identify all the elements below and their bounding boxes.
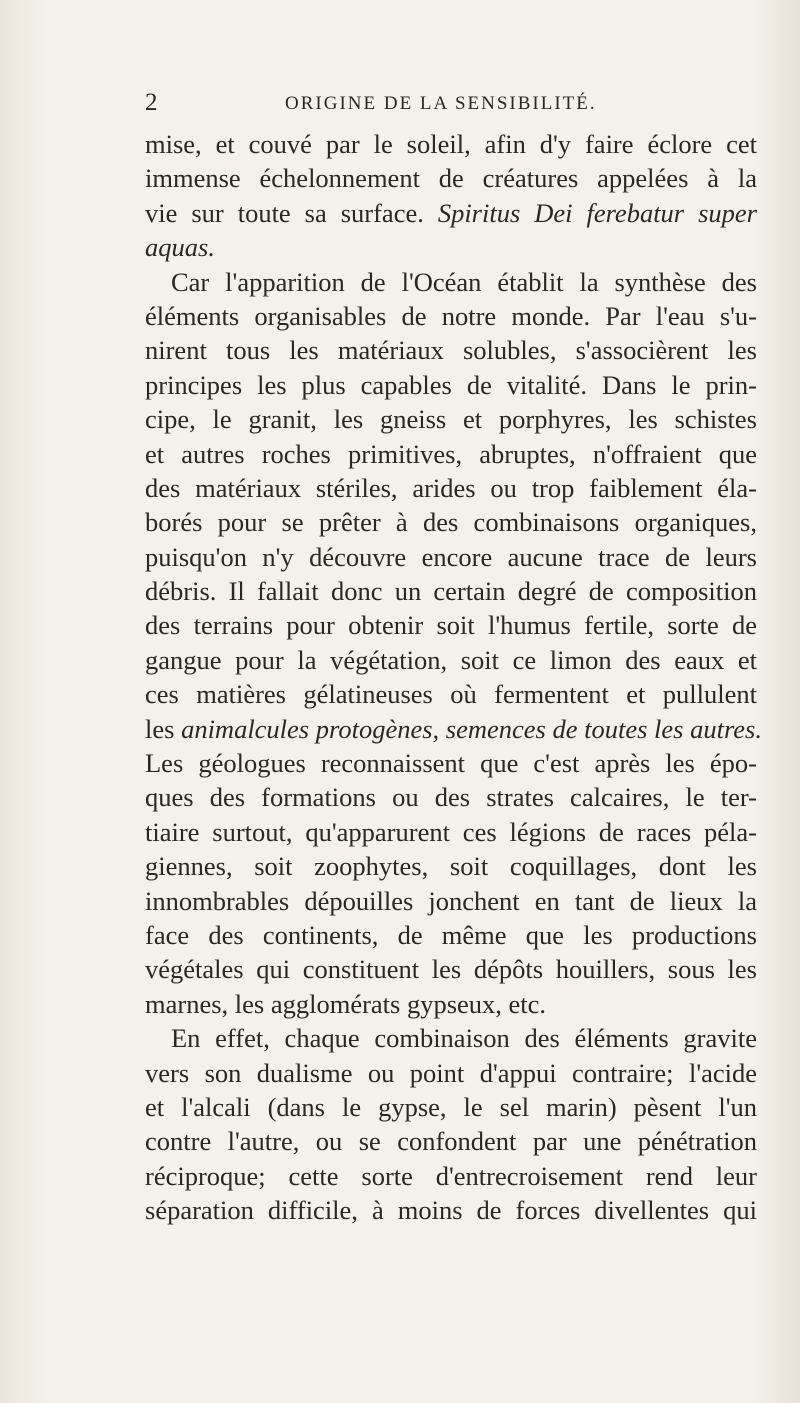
- text-line: mise, et couvé par le soleil, afin d'y faire éclore cet: [145, 129, 757, 159]
- text-line: contre l'autre, ou se confondent par une pénétration: [145, 1126, 757, 1157]
- text-line: innombrables dépouilles jonchent en tant de lieux la: [145, 885, 757, 916]
- text-line: débris. Il fallait donc un certain degré de composition: [145, 576, 757, 607]
- paragraph-start: En effet, chaque combinaison des éléments gravite: [171, 1023, 757, 1054]
- text-line: marnes, les agglomérats gypseux, etc.: [145, 988, 547, 1019]
- paragraph-start: Car l'apparition de l'Océan établit la synthèse des: [171, 266, 757, 297]
- text-run: vie sur toute sa surface.: [145, 197, 438, 228]
- text-line: des matériaux stériles, arides ou trop faiblement éla-: [145, 472, 757, 503]
- latin-quote: aquas.: [145, 232, 215, 263]
- text-line: cipe, le granit, les gneiss et porphyres, les schistes: [145, 404, 757, 435]
- text-line: gangue pour la végétation, soit ce limon des eaux et: [145, 644, 757, 675]
- text-line: vers son dualisme ou point d'appui contraire; l'acide: [145, 1057, 757, 1088]
- text-line: ces matières gélatineuses où fermentent et pullulent: [145, 679, 757, 710]
- running-title: ORIGINE DE LA SENSIBILITÉ.: [285, 93, 597, 114]
- latin-quote: Spiritus Dei ferebatur super: [437, 197, 757, 228]
- text-line: et l'alcali (dans le gypse, le sel marin) pèsent l'un: [145, 1091, 757, 1122]
- text-line: [145, 230, 757, 264]
- text-line: giennes, soit zoophytes, soit coquillages, dont les: [145, 851, 757, 882]
- text-line: éléments organisables de notre monde. Par l'eau s'u-: [145, 300, 757, 331]
- text-line: Les géologues reconnaissent que c'est après les épo-: [145, 748, 757, 779]
- text-line: séparation difficile, à moins de forces divellentes qui: [145, 1195, 757, 1226]
- page-header: [145, 88, 755, 118]
- page-number: 2: [145, 89, 158, 116]
- text-line: principes les plus capables de vitalité. Dans le prin-: [145, 369, 757, 400]
- text-line: réciproque; cette sorte d'entrecroisement rend leur: [145, 1160, 757, 1191]
- text-line: [145, 712, 762, 746]
- italic-phrase: animalcules protogènes, semences de toutes les autres.: [181, 713, 762, 744]
- text-line: nirent tous les matériaux solubles, s'associèrent les: [145, 335, 757, 366]
- text-line: face des continents, de même que les productions: [145, 919, 757, 950]
- text-line: végétales qui constituent les dépôts houillers, sous les: [145, 954, 757, 985]
- text-line: et autres roches primitives, abruptes, n'offraient que: [145, 438, 757, 469]
- text-line: ques des formations ou des strates calcaires, le ter-: [145, 782, 757, 813]
- text-line: immense échelonnement de créatures appelées à la: [145, 163, 757, 194]
- text-line: puisqu'on n'y découvre encore aucune trace de leurs: [145, 541, 757, 572]
- text-run: les: [145, 713, 182, 744]
- text-line: [145, 196, 757, 230]
- body-text: [145, 127, 762, 1228]
- text-line: tiaire surtout, qu'apparurent ces légions de races péla-: [145, 816, 757, 847]
- text-line: borés pour se prêter à des combinaisons organiques,: [145, 507, 757, 538]
- text-line: des terrains pour obtenir soit l'humus fertile, sorte de: [145, 610, 757, 641]
